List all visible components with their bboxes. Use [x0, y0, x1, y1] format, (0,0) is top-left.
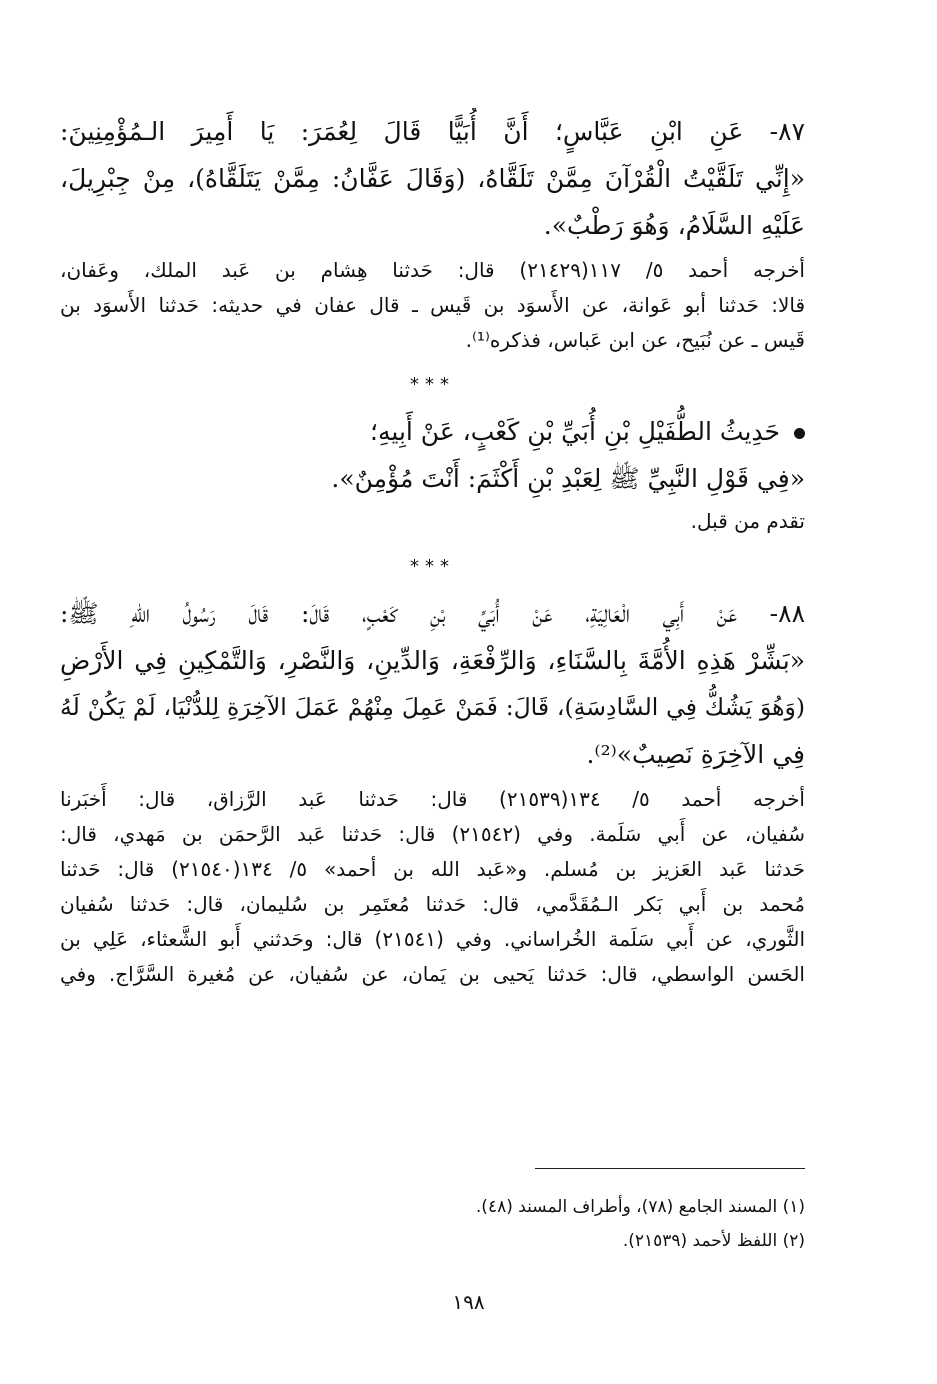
footnote-1: (١) المسند الجامع (٧٨)، وأطراف المسند (٤٨). [475, 1197, 805, 1217]
takhrij-87-line-3: قَيس ـ عن نُبَيح، عن ابن عَباس، فذكره⁽¹⁾. [465, 328, 805, 352]
takhrij-88-line-5: الثَّوري، عن أَبي سَلَمة الخُراساني. وفي (٢١٥٤١) قال: وحَدثني أَبو الشَّعثاء، عَلِي بن [60, 927, 805, 951]
tufayl-section [60, 408, 805, 540]
footnotes [105, 1190, 805, 1258]
tufayl-note: تقدم من قبل. [690, 509, 805, 533]
hadith-87-line-2: «إِنِّي تَلَقَّيْتُ الْقُرْآنَ مِمَّنْ تَلَقَّاهُ، (وَقَالَ عَفَّانُ: مِمَّنْ يَتَلَقَّاهُ)، مِنْ جِبْرِيلَ، [60, 164, 805, 193]
footnote-separator [535, 1168, 805, 1169]
takhrij-87 [60, 253, 805, 358]
takhrij-88 [60, 782, 805, 992]
takhrij-88-line-6: الحَسن الواسطي، قال: حَدثنا يَحيى بن يَمان، عن سُفيان، عن مُغيرة السَّرَّاج. وفي [60, 962, 805, 986]
takhrij-87-line-2: قالا: حَدثنا أبو عَوانة، عن الأَسوَد بن قَيس ـ قال عفان في حديثه: حَدثنا الأَسوَد بن [60, 293, 805, 317]
page-body [60, 108, 805, 992]
tufayl-quote: «فِي قَوْلِ النَّبِيِّ ﷺ لِعَبْدِ بْنِ أَكْثَمَ: أَنْتَ مُؤْمِنٌ». [331, 464, 805, 493]
hadith-87 [60, 108, 805, 249]
tufayl-heading-text: حَدِيثُ الطُّفَيْلِ بْنِ أُبَيِّ بْنِ كَعْبٍ، عَنْ أَبِيهِ؛ [370, 417, 780, 446]
footnote-2: (٢) اللفظ لأحمد (٢١٥٣٩). [622, 1231, 805, 1251]
hadith-87-line-1: ٨٧- عَنِ ابْنِ عَبَّاسٍ؛ أَنَّ أُبَيًّا قَالَ لِعُمَرَ: يَا أَمِيرَ الـمُؤْمِنِينَ: [60, 117, 805, 146]
takhrij-88-line-3: حَدثنا عَبد العَزيز بن مُسلم. و«عَبد الله بن أحمد» ٥/ ١٣٤(٢١٥٤٠) قال: حَدثنا [60, 857, 805, 881]
page-number: ١٩٨ [452, 1290, 485, 1314]
bullet-icon [794, 428, 805, 439]
takhrij-88-line-1: أخرجه أحمد ٥/ ١٣٤(٢١٥٣٩) قال: حَدثنا عَبد الرَّزاق، قال: أَخبَرنا [60, 787, 805, 811]
section-separator-1: *** [410, 374, 455, 395]
takhrij-87-line-1: أخرجه أحمد ٥/ ١١٧(٢١٤٢٩) قال: حَدثنا هِشام بن عَبد الملك، وعَفان، [60, 258, 805, 282]
hadith-88-line-3: (وَهُوَ يَشُكُّ فِي السَّادِسَةِ)، قَالَ: فَمَنْ عَمِلَ مِنْهُمْ عَمَلَ الآخِرَةِ لِلدُّنْيَا، لَمْ يَكُنْ لَهُ [60, 693, 805, 721]
section-separator-2: *** [410, 556, 455, 577]
hadith-88 [60, 590, 805, 778]
tufayl-heading [60, 408, 805, 455]
hadith-88-line-4: فِي الآخِرَةِ نَصِيبٌ»⁽²⁾. [586, 740, 805, 769]
hadith-88-line-2: «بَشِّرْ هَذِهِ الأُمَّةَ بِالسَّنَاءِ، وَالرِّفْعَةِ، وَالدِّينِ، وَالنَّصْرِ، وَالتَّمْكِينِ فِي الأَرْضِ [60, 646, 805, 675]
takhrij-88-line-4: مُحمد بن أَبي بَكر الـمُقَدَّمي، قال: حَدثنا مُعتَمِر بن سُليمان، قال: حَدثنا سُفيان [60, 892, 805, 916]
hadith-88-line-1: ٨٨- عَنْ أَبِي الْعَالِيَةِ، عَنْ أُبَيِّ بْنِ كَعْبٍ، قَالَ: قَالَ رَسُولُ اللهِ ﷺ: [60, 599, 805, 628]
hadith-87-line-3: عَلَيْهِ السَّلَامُ، وَهُوَ رَطْبٌ». [543, 211, 805, 240]
takhrij-88-line-2: سُفيان، عن أَبي سَلَمة. وفي (٢١٥٤٢) قال: حَدثنا عَبد الرَّحمَن بن مَهدي، قال: [60, 822, 805, 846]
